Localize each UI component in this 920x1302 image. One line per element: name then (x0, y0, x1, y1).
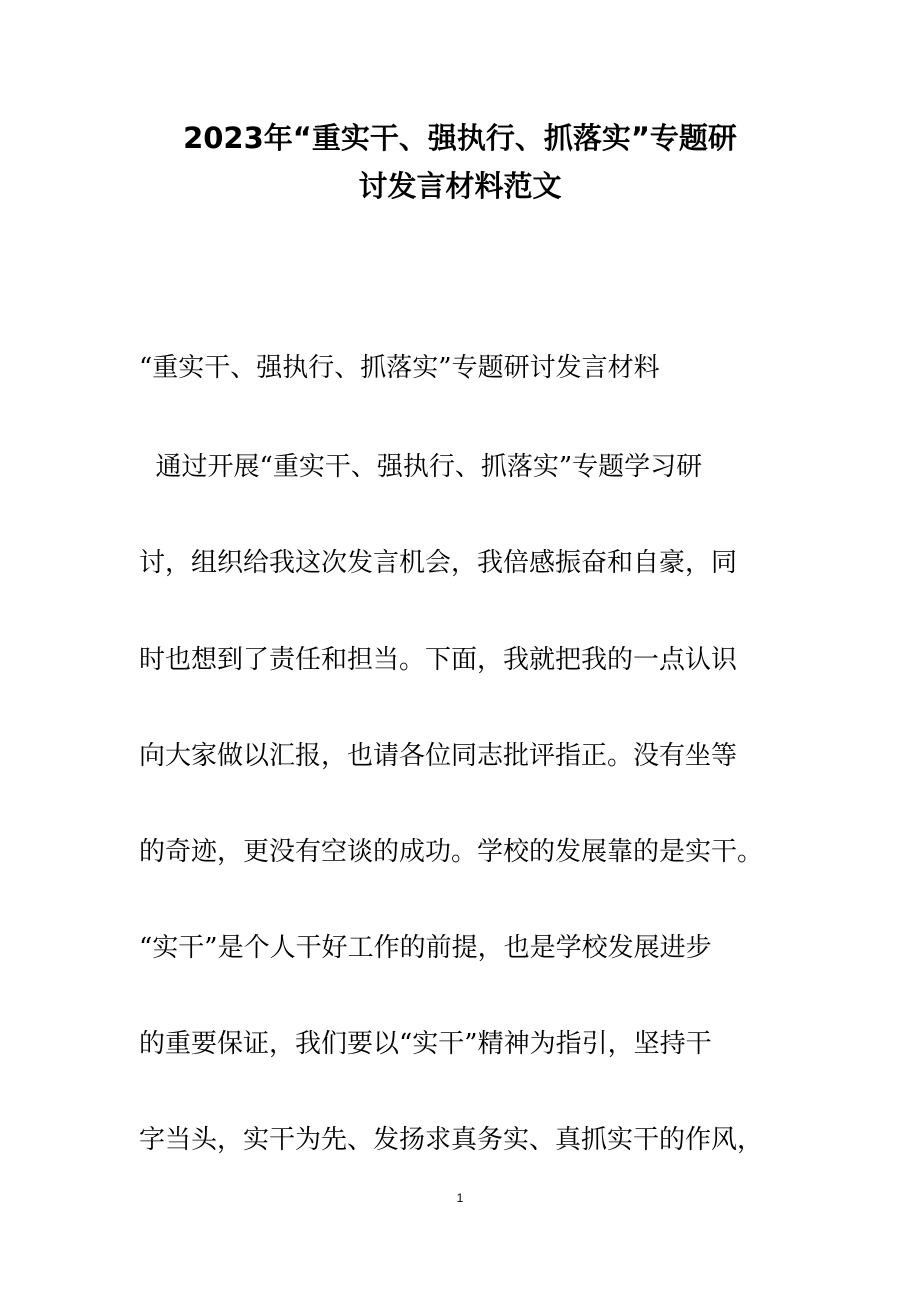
body-line-3: 时也想到了责任和担当。下面，我就把我的一点认识 (139, 645, 738, 675)
body-line-5: 的奇迹，更没有空谈的成功。学校的发展靠的是实干。 (139, 837, 764, 867)
subheading: “重实干、强执行、抓落实”专题研讨发言材料 (139, 353, 660, 383)
document-title-line-1: 2023年“重实干、强执行、抓落实”专题研 (183, 121, 737, 155)
document-title-line-2: 讨发言材料范文 (358, 169, 562, 203)
body-line-8: 字当头，实干为先、发扬求真务实、真抓实干的作风， (139, 1125, 764, 1155)
body-line-4: 向大家做以汇报，也请各位同志批评指正。没有坐等 (139, 741, 738, 771)
body-line-1: 通过开展“重实干、强执行、抓落实”专题学习研 (139, 452, 703, 482)
page-number: 1 (456, 1191, 464, 1205)
body-line-2: 讨，组织给我这次发言机会，我倍感振奋和自豪，同 (139, 548, 738, 578)
body-line-7: 的重要保证，我们要以“实干”精神为指引，坚持干 (139, 1029, 712, 1059)
body-line-6: “实干”是个人干好工作的前提，也是学校发展进步 (139, 933, 712, 963)
